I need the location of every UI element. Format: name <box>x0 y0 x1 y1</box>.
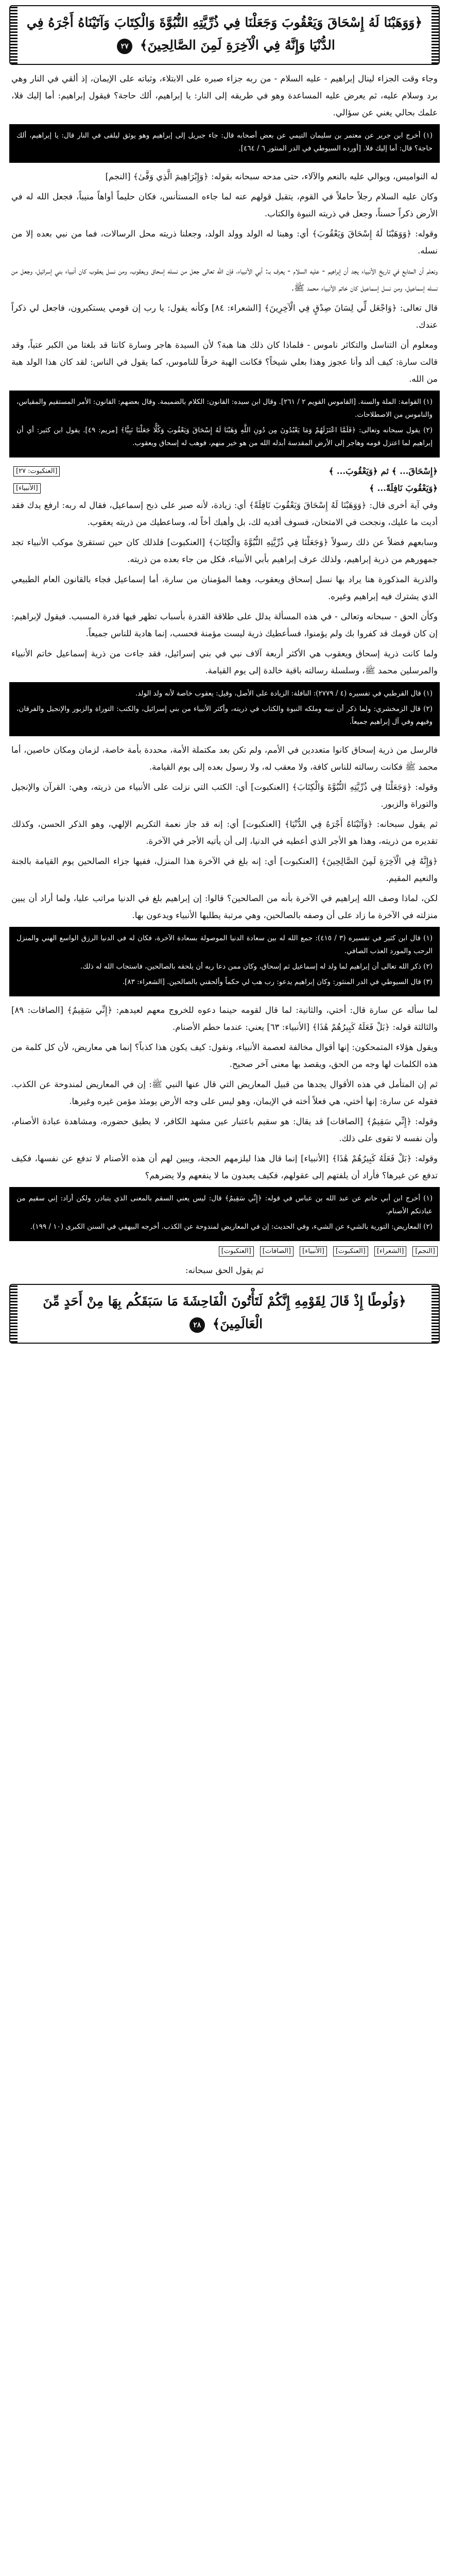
section-6 <box>9 1002 440 1184</box>
frame-ornament-right <box>431 6 439 64</box>
surah-ref: [العنكبوت] <box>219 1246 254 1257</box>
paragraph: وقوله: ﴿وَجَعَلْنَا فِي ذُرِّيَّتِهِ النُّبُوَّةَ وَالْكِتَابَ﴾ [العنكبوت] أي: الكتب التي نزلت على الأنبياء من ذريته، وهي: القرآن والإنجيل والتوراة والزبور. <box>11 782 438 809</box>
paragraph: لكن، لماذا وصف الله إبراهيم في الآخرة بأنه من الصالحين؟ قالوا: إن إبراهيم بلغ في الدنيا مراتب عليا، ولما أراد أن يبين منزلته في الآخرة ما زاد على أن وصفه بالصالحين، وهي مرتبة يطلبها الأنبياء ويدعون بها. <box>11 893 438 920</box>
frame-ornament-right <box>431 1285 439 1343</box>
footnote: (١) قال القرطبي في تفسيره (٤ / ٢٧٧٩): النافلة: الزيادة على الأصل، وقيل: يعقوب خاصة لأنه ولد الولد. <box>135 689 433 698</box>
surah-ref: [النجم] <box>412 1246 438 1257</box>
paragraph: وكأن الحق - سبحانه وتعالى - في هذه المسألة يدلل على طلاقة القدرة بأسباب تظهر فيها قدرة المسبب. فيقول لإبراهيم: إن كان قومك قد كفروا بك ولم يؤمنوا، فسأعطيك ذرية ليست مؤمنة فحسب، إنما هادية للناس جميعاً. <box>11 612 438 638</box>
opening-verse <box>24 11 425 57</box>
footnote: (٢) قال الزمخشري: ولما ذكر أن نبيه وملكه النبوة والكتاب في ذريته، وأكثر الأنبياء من بني إسرائيل، والكتب: التوراة والزبور والإنجيل والفرقان، وفيهم وفي آل إبراهيم جميعاً. <box>16 705 433 726</box>
gloss-row <box>9 1246 440 1257</box>
paragraph: وكان عليه السلام رجلاً حاملاً في القوم، يتقبل قولهم عنه لما جاءه المستأنس، فكان حليماً أواهاً منيباً، فجعل الله له في الأرض ذكراً حسناً، وجعل في ذريته النبوة والكتاب. <box>11 192 438 218</box>
section-3 <box>9 262 440 387</box>
verse-ref-row-1 <box>9 463 440 480</box>
verse-line: ﴿وَيَعْقُوبَ نَافِلَةً... ﴾ <box>369 483 438 493</box>
paragraph: ولما كانت ذرية إسحاق ويعقوب هي الأكثر أربعة آلاف نبي في بني إسرائيل، فقد جاءت من ذرية إسماعيل خاتم الأنبياء والمرسلين محمد ﷺ، وسلسلة رسالته باقية خالدة إلى يوم القيامة. <box>11 649 438 675</box>
footnote: (١) أخرج ابن أبي حاتم عن عبد الله بن عباس في قوله: ﴿إِنِّي سَقِيمٌ﴾ قال: ليس يعني السقم بالمعنى الذي يتبادر، ولكن أراد: إني سقيم من عبادتكم الأصنام. <box>16 1194 433 1215</box>
frame-ornament-left <box>10 1285 18 1343</box>
closing-verse-text: ﴿وَلُوطًا إِذْ قَالَ لِقَوْمِهِ إِنَّكُمْ لَتَأْتُونَ الْفَاحِشَةَ مَا سَبَقَكُم بِهَا مِنْ أَحَدٍ مِّنَ الْعَالَمِينَ﴾ <box>43 1294 406 1331</box>
verse-ref-row-2 <box>9 480 440 497</box>
tafsir-page <box>9 5 440 2576</box>
closing-verse-frame <box>9 1284 440 1344</box>
paragraph: ﴿وَإِنَّهُ فِي الْآخِرَةِ لَمِنَ الصَّالِحِينَ﴾ [العنكبوت] أي: إنه بلغ في الآخرة هذا المنزل، ففيها جزاء الصالحين يوم القيامة بالجنة والنعيم المقيم. <box>11 856 438 883</box>
surah-ref: [الصافات] <box>260 1246 293 1257</box>
surah-ref: [العنكبوت] <box>333 1246 368 1257</box>
footnote: (١) قال ابن كثير في تفسيره (٣ / ٤١٥): جمع الله له بين سعادة الدنيا الموصولة بسعادة الآخرة، فكان له في الدنيا الرزق الواسع الهني والمنزل الرحب والمورد العذب الصافي. <box>16 934 433 955</box>
paragraph: ويقول هؤلاء المتمحكون: إنها أقوال مخالفة لعصمة الأنبياء، ونقول: كيف يكون هذا كذباً؟ إنما هي معاريض، لأن كل كلمة من هذه الكلمات لها وجه من الحق، ويقصد بها معنى آخر صحيح. <box>11 1042 438 1069</box>
paragraph: ومعلوم أن التناسل والتكاثر ناموس - فلماذا كان ذلك هنا هبة؟ لأن السيدة هاجر وسارة كانتا قد بلغتا من الكبر عتياً، وقد قالت سارة: كيف ألد وأنا عجوز وهذا بعلي شيخاً؟ فكانت الهبة خرقاً للناموس، كما يقول في الناس: لقد كان هذا الولد هبة من الله. <box>11 340 438 384</box>
closing-intro-text: ثم يقول الحق سبحانه: <box>185 1265 264 1275</box>
opening-verse-frame <box>9 5 440 65</box>
paragraph: وقوله: ﴿إِنِّي سَقِيمٌ﴾ [الصافات] قد يقال: هو سقيم باعتبار عين مشهد الكافر، لا يطيق حضوره، ومشاهدة عبادة الأصنام، وأن نفسه لا تقوى على ذلك. <box>11 1116 438 1143</box>
paragraph: ونعلم أن المتابع في تاريخ الأنبياء يجد أن إبراهيم - عليه السلام - يعرف بـ: أبي الأنبياء، فإن الله تعالى جعل من نسله إسحاق ويعقوب، ومن نسل يعقوب كان أنبياء بني إسرائيل، وجعل من نسله إسماعيل، ومن نسل إسماعيل كان خاتم الأنبياء محمد ﷺ. <box>11 266 438 293</box>
paragraph: ثم يقول سبحانه: ﴿وَآتَيْنَاهُ أَجْرَهُ فِي الدُّنْيَا﴾ [العنكبوت] أي: إنه قد جاز نعمة التكريم الإلهي، وهو الذكر الحسن، وكذلك تقديره من ذريته، وهذا هو الأجر الذي أعطيه في الدنيا، إلى أن يأتيه الأجر في الآخرة. <box>11 819 438 846</box>
opening-verse-number: ٢٧ <box>117 39 132 54</box>
paragraph: له النواميس، ويوالي عليه بالنعم والآلاء، حتى مدحه سبحانه بقوله: ﴿وَإِبْرَاهِيمَ الَّذِي وَفَّىٰ﴾ [النجم] <box>105 172 438 181</box>
section-5 <box>9 741 440 924</box>
paragraph: فالرسل من ذرية إسحاق كانوا متعددين في الأمم، ولم تكن بعد مكتملة الأمة، محددة بأمة خاصة، لزمان ومكان خاصين، أما محمد ﷺ فكانت رسالته للناس كافة، ولا معقب له، ولا رسول بعده إلى يوم القيامة. <box>11 745 438 772</box>
paragraph: وفي آية أخرى قال: ﴿وَوَهَبْنَا لَهُ إِسْحَاقَ وَيَعْقُوبَ نَافِلَةً﴾ أي: زيادة، لأنه صبر على ذبح إسماعيل، فقال له ربه: ارفع يدك فقد أديت ما عليك، ونجحت في الامتحان، فسوف أفديه لك، بل وأهبك أخاً له، وساعطيك من ذريته يعقوب. <box>11 500 438 527</box>
footnote-box-3 <box>9 682 440 736</box>
surah-ref: [الأنبياء] <box>300 1246 327 1257</box>
footnote: (١) أخرج ابن جرير عن معتمر بن سليمان التيمي عن بعض أصحابه قال: جاء جبريل إلى إبراهيم وهو يوثق ليلقى في النار قال: يا إبراهيم، ألك حاجة؟ قال: أما إليك فلا. [أورده السيوطي في الدر المنثور ٦ / ٤٦٤]. <box>16 131 433 152</box>
closing-intro <box>9 1262 440 1279</box>
intro-paragraph: وجاء وقت الجزاء لينال إبراهيم - عليه السلام - من ربه جزاء صبره على الابتلاء، وثباته على الإيمان، إذ ألقي في النار وهي برد وسلام عليه، ثم يعرض عليه المساعدة وهو في طريقه إلى النار: يا إبراهيم، ألك حاجة؟ فيقول إبراهيم: أما إليك فلا، علمك بحالي يغني عن سؤالي. <box>11 74 438 117</box>
footnote: (٣) قال السيوطي في الدر المنثور: وكان إبراهيم يدعو: رب هب لي حكماً وألحقني بالصالحين. [الشعراء: ٨٣]. <box>122 978 433 986</box>
paragraph: لما سأله عن سارة قال: أختي، والثانية: لما قال لقومه حينما دعوه للخروج معهم لعيدهم: ﴿إِنِّي سَقِيمٌ﴾ [الصافات: ٨٩] والثالثة قوله: ﴿بَلْ فَعَلَهُ كَبِيرُهُمْ هَٰذَا﴾ [الأنبياء: ٦٣] يعني: عندما حطم الأصنام. <box>11 1005 438 1032</box>
surah-ref: [العنكبوت: ٢٧] <box>13 466 60 477</box>
footnote-box-5 <box>9 1187 440 1241</box>
paragraph: والذرية المذكورة هنا يراد بها نسل إسحاق ويعقوب، وهما المؤمنان من سارة، أما إسماعيل فجاء بالقانون العام الطبيعي الذي يشترك فيه إبراهيم وغيره. <box>11 574 438 601</box>
surah-ref: [الأنبياء] <box>13 483 41 494</box>
paragraph: ثم إن المتأمل في هذه الأقوال يجدها من قبيل المعاريض التي قال عنها النبي ﷺ: إن في المعاريض لمندوحة عن الكذب. فقوله عن سارة: إنها أختي، هي فعلاً أخته في الإيمان، وهو ليس على وجه الأرض يومئذ مؤمن غيره وغيرها. <box>11 1079 438 1106</box>
footnote: (٢) ذكر الله تعالى أن إبراهيم لما ولد له إسماعيل ثم إسحاق، وكان ممن دعا ربه أن يلحقه بالصالحين، فاستجاب الله له ذلك. <box>80 962 433 971</box>
intro-section <box>9 70 440 121</box>
closing-verse-number: ٢٨ <box>189 1317 205 1333</box>
paragraph: وقوله: ﴿وَوَهَبْنَا لَهُ إِسْحَاقَ وَيَعْقُوبَ﴾ أي: وهبنا له الولد وولد الولد، وجعلنا ذريته محل الرسالات، فما من نبي بعده إلا من نسله. <box>11 229 438 256</box>
paragraph: وسابعهم فضلاً عن ذلك رسولاً ﴿وَجَعَلْنَا فِي ذُرِّيَّتِهِ النُّبُوَّةَ وَالْكِتَابَ﴾ [العنكبوت] فلذلك كان حين تستقرئ موكب الأنبياء تجد جمهورهم من ذرية إبراهيم، ولذلك عرف إبراهيم بأبي الأنبياء، فكل من جاء بعده من ذريته. <box>11 537 438 564</box>
footnote-box-1 <box>9 124 440 163</box>
closing-verse <box>24 1290 425 1335</box>
verse-line: ﴿إِسْحَاقَ... ﴾ ثم ﴿وَيَعْقُوبَ... ﴾ <box>329 466 438 476</box>
footnote-box-4 <box>9 927 440 996</box>
section-4 <box>9 497 440 679</box>
paragraph: وقوله: ﴿بَلْ فَعَلَهُ كَبِيرُهُمْ هَٰذَا﴾ [الأنبياء] إنما قال هذا ليلزمهم الحجة، ويبين لهم أن هذه الأصنام لا تدفع عن نفسها، فكيف تدفع عن غيرها؟ فأراد أن يلفتهم إلى عقولهم، فكيف يعبدون ما لا ينفعهم ولا يضرهم؟ <box>11 1154 438 1180</box>
section-2 <box>9 168 440 259</box>
opening-verse-text: ﴿وَوَهَبْنَا لَهُ إِسْحَاقَ وَيَعْقُوبَ وَجَعَلْنَا فِي ذُرِّيَّتِهِ النُّبُوَّةَ وَالْكِتَابَ وَآتَيْنَاهُ أَجْرَهُ فِي الدُّنْيَا وَإِنَّهُ فِي الْآخِرَةِ لَمِنَ الصَّالِحِينَ﴾ <box>26 15 423 53</box>
footnote: (١) القوامة: الملة والسنة. [القاموس القويم ٢ / ٢٦١]. وقال ابن سيده: القانون: الكلام بالضميمة. وقال بعضهم: القانون: الأمر المستقيم والمقياس، والناموس من الاصطلاحات. <box>16 398 433 419</box>
footnote-box-2 <box>9 391 440 457</box>
footnote: (٢) المعاريض: التورية بالشيء عن الشيء، وفي الحديث: إن في المعاريض لمندوحة عن الكذب. أخرجه البيهقي في السنن الكبرى (١٠ / ١٩٩). <box>30 1223 433 1231</box>
surah-ref: [الشعراء] <box>374 1246 406 1257</box>
footnote: (٢) يقول سبحانه وتعالى: ﴿فَلَمَّا اعْتَزَلَهُمْ وَمَا يَعْبُدُونَ مِن دُونِ اللَّهِ وَهَبْنَا لَهُ إِسْحَاقَ وَيَعْقُوبَ وَكُلًّا جَعَلْنَا نَبِيًّا﴾ [مريم: ٤٩]. يقول ابن كثير: أي أن إبراهيم لما اعتزل قومه وهاجر إلى الأرض المقدسة أبدله الله من هو خير منهم، فوهب له إسحاق ويعقوب. <box>16 426 433 447</box>
frame-ornament-left <box>10 6 18 64</box>
paragraph: قال تعالى: ﴿وَاجْعَل لِّي لِسَانَ صِدْقٍ فِي الْآخِرِينَ﴾ [الشعراء: ٨٤] وكأنه يقول: يا رب إن قومي يستكبرون، فاجعل لي ذكراً عندك. <box>11 303 438 330</box>
